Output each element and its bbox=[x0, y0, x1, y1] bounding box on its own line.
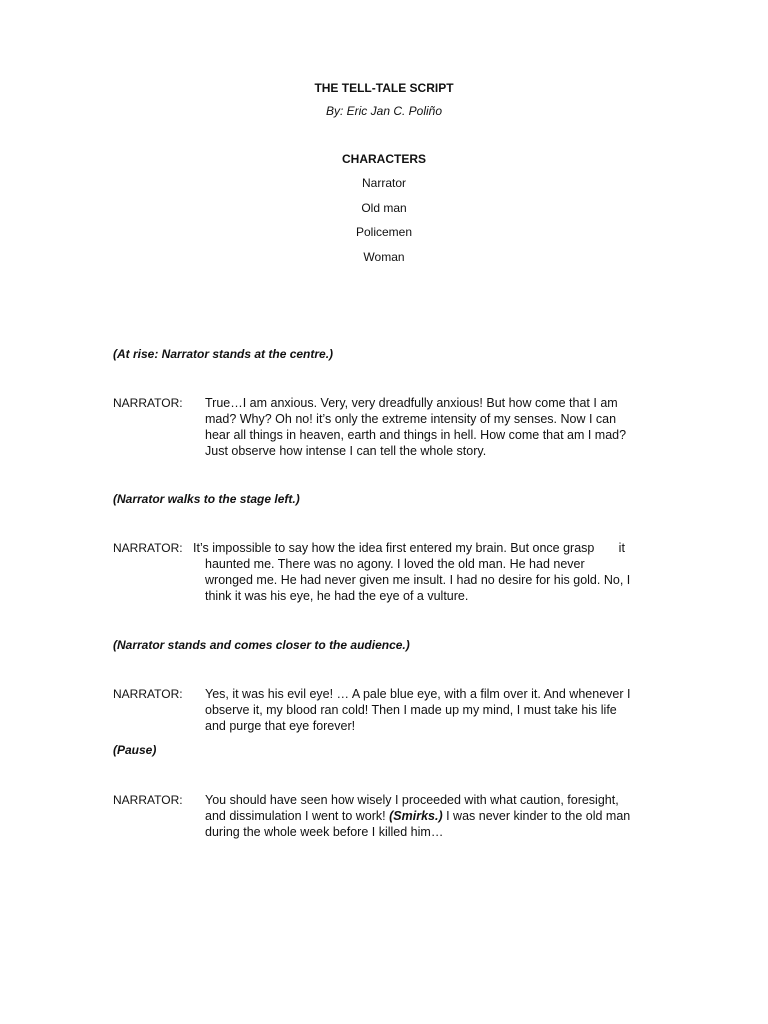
speech-block bbox=[205, 792, 655, 840]
speech-line: mad? Why? Oh no! it’s only the extreme intensity of my senses. Now I can bbox=[205, 412, 617, 426]
speech-line: observe it, my blood ran cold! Then I made up my mind, I must take his life bbox=[205, 703, 617, 717]
character-item: Woman bbox=[363, 249, 405, 264]
characters-heading: CHARACTERS bbox=[342, 152, 426, 166]
character-list bbox=[0, 175, 768, 273]
author-byline: By: Eric Jan C. Poliño bbox=[325, 104, 443, 118]
stage-direction: (At rise: Narrator stands at the centre.) bbox=[113, 347, 334, 361]
speech-first-line: It’s impossible to say how the idea first entered my brain. But once grasp it bbox=[193, 541, 625, 555]
speech-line: and purge that eye forever! bbox=[205, 719, 356, 733]
speech-line bbox=[205, 808, 655, 824]
speaker-label: NARRATOR: bbox=[113, 396, 183, 410]
character-item: Policemen bbox=[355, 225, 413, 239]
speech-line: You should have seen how wisely I proceeded with what caution, foresight, bbox=[205, 793, 619, 807]
speech-block bbox=[205, 686, 655, 734]
speech-line: hear all things in heaven, earth and things in hell. How come that am I mad? bbox=[205, 428, 627, 442]
stage-direction: (Pause) bbox=[113, 743, 157, 757]
speaker-label: NARRATOR: bbox=[113, 541, 183, 555]
speech-line: True…I am anxious. Very, very dreadfully anxious! But how come that I am bbox=[205, 396, 618, 410]
speaker-label: NARRATOR: bbox=[113, 687, 183, 701]
speech-line: during the whole week before I killed him… bbox=[205, 825, 444, 839]
speech-line: wronged me. He had never given me insult. I had no desire for his gold. No, I bbox=[205, 573, 631, 587]
speech-block bbox=[205, 556, 655, 604]
speaker-label: NARRATOR: bbox=[113, 793, 183, 807]
character-item: Narrator bbox=[361, 176, 406, 190]
stage-direction: (Narrator stands and comes closer to the audience.) bbox=[113, 638, 410, 652]
speech-line: Yes, it was his evil eye! … A pale blue eye, with a film over it. And whenever I bbox=[205, 687, 631, 701]
script-title: THE TELL-TALE SCRIPT bbox=[314, 81, 454, 95]
speech-line: think it was his eye, he had the eye of a vulture. bbox=[205, 589, 469, 603]
speech-line: Just observe how intense I can tell the whole story. bbox=[205, 444, 487, 458]
character-item: Old man bbox=[361, 200, 407, 215]
speech-text: and dissimulation I went to work! bbox=[205, 809, 390, 823]
speech-text: I was never kinder to the old man bbox=[442, 809, 631, 823]
inline-stage-direction: (Smirks.) bbox=[389, 809, 443, 823]
stage-direction: (Narrator walks to the stage left.) bbox=[113, 492, 300, 506]
speech-block bbox=[205, 395, 655, 459]
speech-line: haunted me. There was no agony. I loved the old man. He had never bbox=[205, 557, 585, 571]
